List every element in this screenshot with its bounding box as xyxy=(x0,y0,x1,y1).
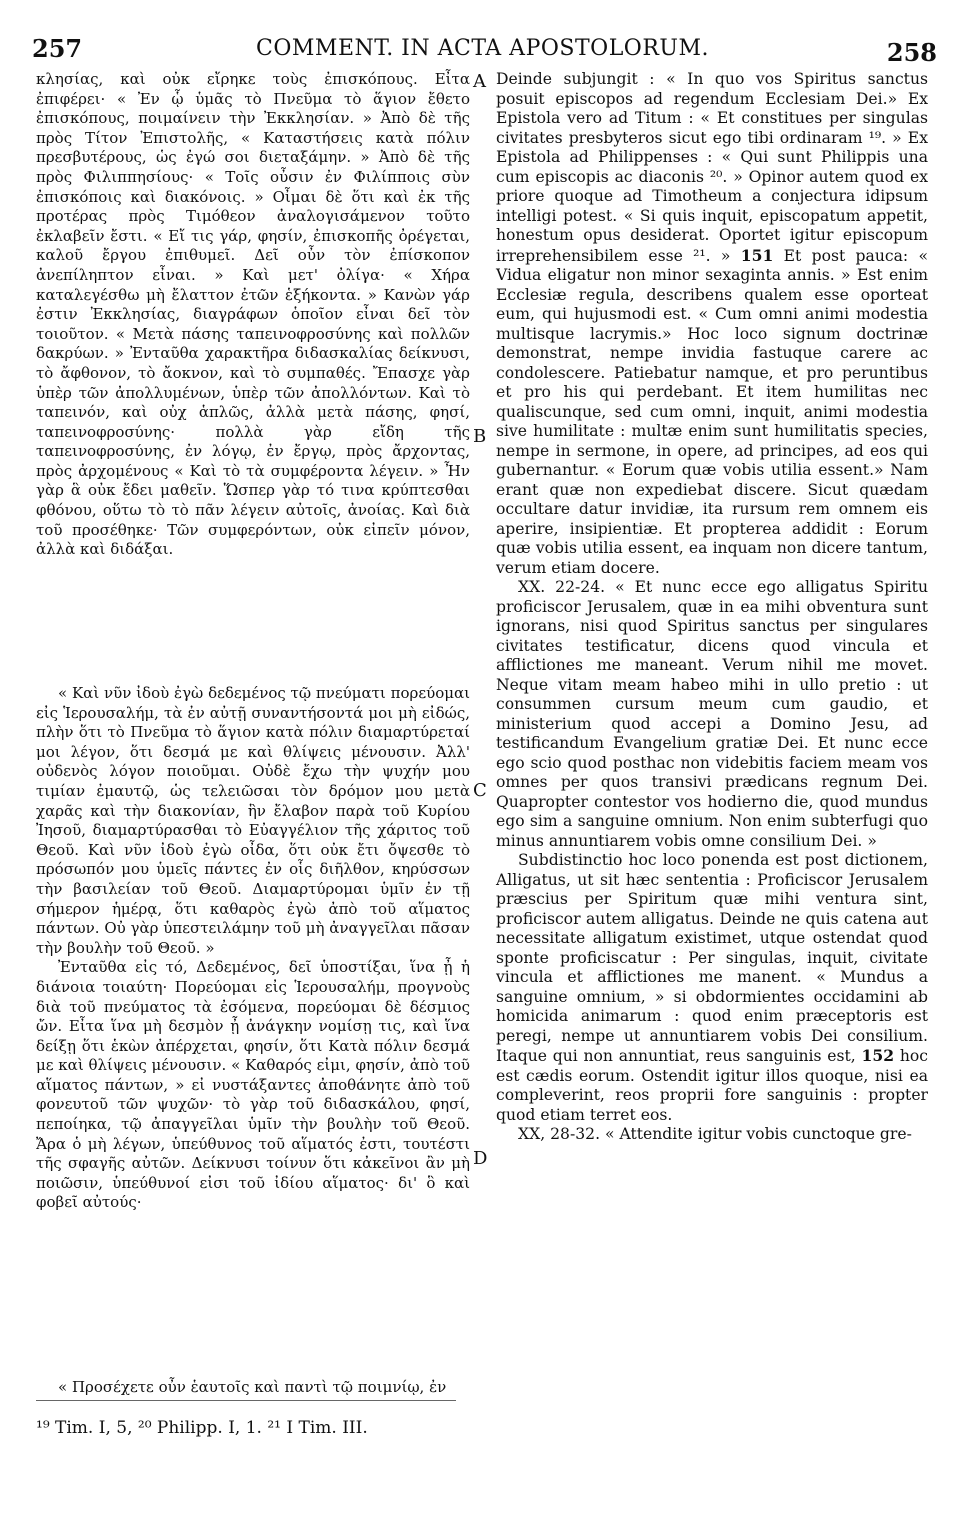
latin-paragraph-4: XX, 28-32. « Attendite igitur vobis cunctoque gre- xyxy=(518,1125,912,1143)
running-title: COMMENT. IN ACTA APOSTOLORUM. xyxy=(256,36,709,61)
latin-text: Subdistinctio hoc loco ponenda est post dictionem, Alligatus, ut sit hæc sententia : Proficiscor Jerusalem præscius per Spiritum quæ mihi ventura sint, proficiscor autem alligatus. Deinde ne quis catena aut necessitate alligatum existimet, utque ostendat quod sponte proficiscatur : Per singulas, inquit, civitate vincula et afflictiones me manent. « Mundus a sanguine omnium, » si obdormientes occidamini ab homicida animarum : quod enim præceptoris est peregi, nempe ut annuntiarem vobis Dei consilium. Itaque qui non annuntiat, reus sanguinis est, xyxy=(496,851,928,1065)
latin-paragraph-2: XX. 22-24. « Et nunc ecce ego alligatus Spiritu proficiscor Jerusalem, quæ in ea mihi obventura sunt ignorans, nisi quod Spiritus sanctus per singulares civitates testificatur, dicens quod vincula et afflictiones me maneant. Verum nihil me movet. Neque vitam meam habeo mihi in ullo pretio : ut consummen cursum meum cum gaudio, et ministerium quod accepi a Domino Jesu, ad testificandum Evangelium gratiæ Dei. Et nunc ecce ego scio quod posthac non videbitis faciem meam vos omnes per quos transivi prædicans regnum Dei. Quapropter contestor vos hodierno die, quod mundus ego sim a sanguine omnium. Non enim subterfugi quo minus annuntiarem vobis omne consilium Dei. » xyxy=(496,578,928,850)
latin-paragraph-3 xyxy=(496,851,928,1125)
greek-quotation: « Καὶ νῦν ἰδοὺ ἐγὼ δεδεμένος τῷ πνεύματι πορεύομαι εἰς Ἱερουσαλήμ, τὰ ἐν αὐτῇ συναντήσοντά μοι μὴ εἰδώς, πλὴν ὅτι τὸ Πνεῦμα τὸ ἅγιον κατὰ πόλιν διαμαρτύρεταί μοι λέγον, ὅτι δεσμά με καὶ θλίψεις μένουσιν. Ἀλλ' οὐδενὸς λόγον ποιοῦμαι. Οὐδὲ ἔχω τὴν ψυχήν μου τιμίαν ἐμαυτῷ, ὡς τελειῶσαι τὸν δρόμον μου μετὰ χαρᾶς καὶ τὴν διακονίαν, ἣν ἔλαβον παρὰ τοῦ Κυρίου Ἰησοῦ, διαμαρτύρασθαι τὸ Εὐαγγέλιον τῆς χάριτος τοῦ Θεοῦ. Καὶ νῦν ἰδοὺ ἐγὼ οἶδα, ὅτι οὐκ ἔτι ὄψεσθε τὸ πρόσωπόν μου ὑμεῖς πάντες ἐν οἷς διῆλθον, κηρύσσων τὴν βασιλείαν τοῦ Θεοῦ. Διαμαρτύρομαι ὑμῖν ἐν τῇ σήμερον ἡμέρᾳ, ὅτι καθαρὸς ἐγὼ ἀπὸ τοῦ αἵματος πάντων. Οὐ γὰρ ὑπεστειλάμην τοῦ μὴ ἀναγγεῖλαι πᾶσαν τὴν βουλὴν τοῦ Θεοῦ. » xyxy=(36,684,470,957)
latin-paragraph-1 xyxy=(496,70,928,578)
page-number-left: 257 xyxy=(32,34,83,63)
margin-marker-a: A xyxy=(473,71,486,92)
greek-column-block-3 xyxy=(36,1378,470,1398)
margin-marker-d: D xyxy=(473,1148,488,1169)
greek-column-block-2 xyxy=(36,684,470,1213)
column-number: 151 xyxy=(740,245,774,265)
latin-column xyxy=(496,70,928,1145)
latin-text: Et post pauca: « Vidua eligatur non minor sexaginta annis. » Est enim Ecclesiæ regula, describens qualem esse oporteat eum, qui hujusmodi est. « Cum omni animi modestia multisque lacrymis.» Hoc loco signum doctrinæ demonstrat, nempe invidia fastuque carere ac condolescere. Patiebatur namque, et pro peruntibus et pro his qui perdebant. Et item humilitas nec qualiscunque, sed cum omni, inquit, animi modestia sive humilitate : multæ enim sunt humilitatis species, nempe in sermone, in opere, ad principes, ad eos qui gubernantur. « Eorum quæ vobis utilia essent.» Nam erant quæ non expediebat discere. Sicut quædam occultare datur invidiæ, ita rursum rem omnem eis aperire, insipientiæ. Et propterea addidit : Eorum quæ vobis utilia essent, ea inquam non dicere tantum, verum etiam docere. xyxy=(496,246,928,577)
greek-paragraph: κλησίας, καὶ οὐκ εἴρηκε τοὺς ἐπισκόπους. Εἶτα ἐπιφέρει· « Ἐν ᾧ ὑμᾶς τὸ Πνεῦμα τὸ ἅγιον ἔθετο ἐπισκόπους, ποιμαίνειν τὴν Ἐκκλησίαν. » Ἀπὸ δὲ τῆς πρὸς Τίτον Ἐπιστολῆς, « Καταστήσεις κατὰ πόλιν πρεσβυτέρους, ὡς ἐγώ σοι διεταξάμην. » Ἀπὸ δὲ τῆς πρὸς Φιλιππησίους· « Τοῖς οὖσιν ἐν Φιλίπποις σὺν ἐπισκόποις καὶ διακόνοις. » Οἶμαι δὲ ὅτι καὶ ἐκ τῆς προτέρας πρὸς Τιμόθεον ἀναλογισάμενον τοῦτο ἐκλαβεῖν ἔστι. « Εἴ τις γάρ, φησίν, ἐπισκοπῆς ὀρέγεται, καλοῦ ἔργου ἐπιθυμεῖ. Δεῖ οὖν τὸν ἐπίσκοπον ἀνεπίληπτον εἶναι. » Καὶ μετ' ὀλίγα· « Χήρα καταλεγέσθω μὴ ἔλαττον ἐτῶν ἑξήκοντα. » Κανὼν γάρ ἐστιν Ἐκκλησίας, διαγράφων ὁποῖον εἶναι δεῖ τὸν τοιοῦτον. « Μετὰ πάσης ταπεινοφροσύνης καὶ πολλῶν δακρύων. » Ἐνταῦθα χαρακτῆρα διδασκαλίας δείκνυσι, τὸ ἄφθονον, τὸ ἄοκνον, καὶ τὸ συμπαθές. Ἔπασχε γὰρ ὑπὲρ τῶν ἀπολλυμένων, ὑπὲρ τῶν ἀπολλόντων. Καὶ τὸ ταπεινόν, καὶ οὐχ ἁπλῶς, ἀλλὰ μετὰ πάσης, φησί, ταπεινοφροσύνης· πολλὰ γὰρ εἴδη τῆς ταπεινοφροσύνης, ἐν λόγῳ, ἐν ἔργῳ, πρὸς ἄρχοντας, πρὸς ἀρχομένους « Καὶ τὸ τὰ συμφέροντα λέγειν. » Ἦν γὰρ ἃ οὐκ ἔδει μαθεῖν. Ὥσπερ γὰρ τό τινα κρύπτεσθαι φθόνου, οὕτω τὸ τὸ πᾶν λέγειν αὐτοῖς, ἀνοίας. Καὶ διὰ τοῦ προσέθηκε· Τῶν συμφερόντων, οὐκ εἰπεῖν μόνον, ἀλλὰ καὶ διδάξαι. xyxy=(36,70,470,559)
footnote-rule xyxy=(36,1400,456,1401)
greek-column-block-1 xyxy=(36,70,470,560)
greek-quotation-start: « Προσέχετε οὖν ἑαυτοῖς καὶ παντὶ τῷ ποιμνίῳ, ἐν xyxy=(58,1378,447,1396)
greek-commentary: Ἐνταῦθα εἰς τό, Δεδεμένος, δεῖ ὑποστίξαι, ἵνα ᾖ ἡ διάνοια τοιαύτη· Πορεύομαι εἰς Ἱερουσαλήμ, προγνοὺς διὰ τοῦ πνεύματος τὰ ἐσόμενα, πορεύομαι δὲ δέσμιος ὤν. Εἶτα ἵνα μὴ δεσμὸν ᾖ ἀνάγκην νομίσῃ τις, καὶ ἵνα δείξῃ ὅτι ἑκὼν ἀπέρχεται, φησίν, ὅτι Κατὰ πόλιν δεσμά με καὶ θλίψεις μένουσιν. « Καθαρός εἰμι, φησίν, ἀπὸ τοῦ αἵματος πάντων, » εἰ νυστάξαντες ἀποθάνητε ἀπὸ τοῦ φονευτοῦ τῶν ψυχῶν· τὸ γὰρ τοῦ διδασκάλου, φησί, πεποίηκα, τῷ ἀπαγγεῖλαι ὑμῖν τὴν βουλὴν τοῦ Θεοῦ. Ἄρα ὁ μὴ λέγων, ὑπεύθυνος τοῦ αἵματός ἐστι, τουτέστι τῆς σφαγῆς αὐτῶν. Δείκνυσι τοίνυν ὅτι κἀκεῖνοι ἂν μὴ ποιῶσιν, ὑπεύθυνοί εἰσι τοῦ ἰδίου αἵματος· δι' ὃ καὶ φοβεῖ αὐτούς· xyxy=(36,958,470,1212)
latin-text: Deinde subjungit : « In quo vos Spiritus sanctus posuit episcopos ad regendum Ecclesiam Dei.» Ex Epistola vero ad Titum : « Et constitues per singulas civitates presbyteros sicut ego tibi ordinaram ¹⁹. » Ex Epistola ad Philippenses : « Qui sunt Philippis una cum episcopis ac diaconis ²⁰. » Opinor autem quod ex priore quoque ad Timotheum a conjectura idipsum intelligi potest. « Si quis inquit, episcopatum appetit, honestum opus desiderat. Oportet igitur episcopum irreprehensibilem esse ²¹. » xyxy=(496,70,928,265)
margin-marker-b: B xyxy=(473,426,487,447)
footnotes: ¹⁹ Tim. I, 5, ²⁰ Philipp. I, 1. ²¹ I Tim. III. xyxy=(36,1418,368,1438)
page-number-right: 258 xyxy=(886,38,937,67)
running-header xyxy=(20,34,945,74)
column-number: 152 xyxy=(861,1046,895,1065)
latin-text: hoc est cædis eorum. Ostendit igitur illos quoque, nisi ea compleverint, reos proprii fore sanguinis : propter quod etiam terret eos. xyxy=(496,1047,928,1124)
margin-marker-c: C xyxy=(473,780,487,801)
